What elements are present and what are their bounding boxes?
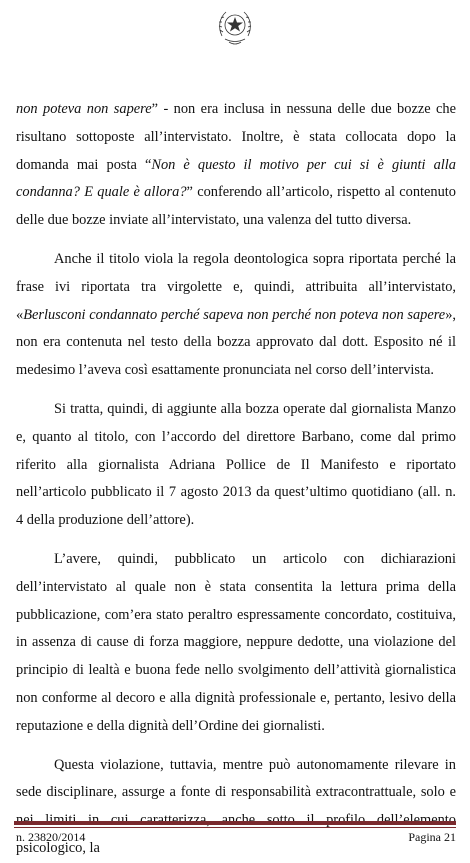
- italic-quote: Non è questo il motivo per cui si è giunti alla condanna? E quale è allora?: [16, 156, 456, 201]
- text-run: Questa violazione, tuttavia, mentre può autonomamente rilevare in sede disciplinare, assurge a fonte di responsabilità extracontrattuale, solo e psicologico, la: [16, 756, 456, 856]
- body-paragraph: [16, 246, 456, 385]
- italic-quote: non poteva non sapere: [16, 101, 152, 117]
- page-number: Pagina 21: [408, 830, 456, 844]
- document-body: [16, 96, 456, 863]
- body-paragraph: [16, 546, 456, 741]
- text-run: », non era contenuta nel testo della bozza approvato dal dott. Esposito né il medesimo l’aveva così esattamente pronunciata nel corso dell’intervista.: [16, 306, 456, 379]
- italic-quote: Berlusconi condannato perché sapeva non perché non poteva non sapere: [23, 306, 446, 323]
- case-number: n. 23820/2014: [16, 830, 86, 844]
- body-paragraph: [16, 96, 456, 235]
- footer-rule-thin: [14, 827, 456, 828]
- body-paragraph: [16, 752, 456, 863]
- text-run: ” - non era inclusa in nessuna delle due bozze che risultano sottoposte all’intervistato. Inoltre, è stata collocata dopo la domanda mai posta “: [16, 101, 457, 173]
- text-run: L’avere, quindi, pubblicato un articolo con dichiarazioni dell’intervistato al quale non è stata consentita la lettura prima della pubblicazione, com’era stato peraltro espressamente concordato, costituiva, in assenza di cause di forza maggiore, neppure dedotte, una violazione del principio di lealtà e buona fede nello svolgimento dell’attività giornalistica non conforme al decoro e alla dignità professionale e, pertanto, lesivo della reputazione e della dignità dell’Ordine dei giornalisti.: [16, 550, 456, 734]
- body-paragraph: [16, 396, 456, 535]
- text-run: Si tratta, quindi, di aggiunte alla bozza operate dal giornalista Manzo e, quanto al titolo, con l’accordo del direttore Barbano, come dal primo riferito alla giornalista Adriana Pollice de Il Manifesto e riportato nell’articolo pubblicato il 7 agosto 2013 da quest’ultimo quotidiano (all. n. 4 della produzione dell’attore).: [16, 400, 456, 529]
- text-run: ” conferendo all’articolo, rispetto al contenuto delle due bozze inviate all’intervistato, una valenza del tutto diversa.: [16, 184, 457, 229]
- footer-rule: [14, 821, 456, 825]
- italian-republic-emblem-icon: [216, 6, 254, 48]
- text-run: Anche il titolo viola la regola deontologica sopra riportata perché la frase ivi riportata tra virgolette e, quindi, attribuita all’intervistato, «: [16, 250, 456, 323]
